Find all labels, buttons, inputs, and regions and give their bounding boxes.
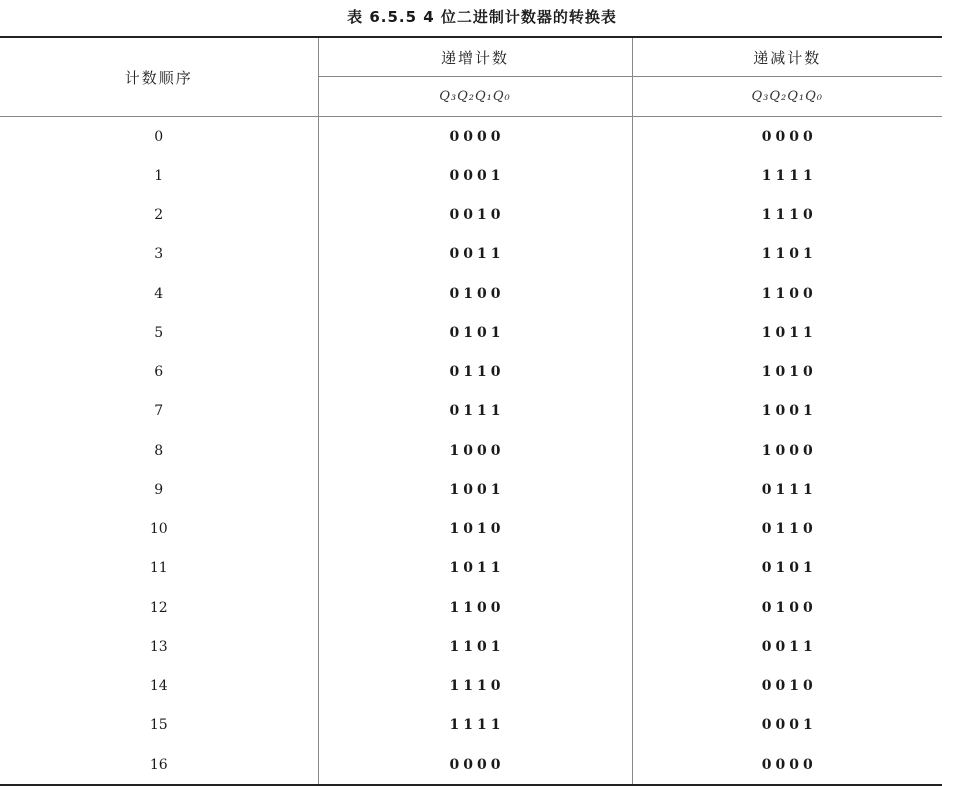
table-row [0,196,942,235]
table-row [0,510,942,549]
down-count-cell: 0110 [632,510,942,549]
down-count-cell: 0011 [632,627,942,666]
table-row [0,627,942,666]
down-count-cell: 0111 [632,470,942,509]
up-count-cell: 0110 [318,353,632,392]
down-count-cell: 0010 [632,667,942,706]
header-sequence: 计数顺序 [0,37,318,117]
table-row [0,313,942,352]
up-count-cell: 0111 [318,392,632,431]
header-up-vars: Q₃Q₂Q₁Q₀ [318,77,632,117]
up-count-cell: 1000 [318,431,632,470]
up-count-cell: 0101 [318,313,632,352]
table-row [0,235,942,274]
sequence-cell: 2 [154,207,164,224]
down-count-cell: 1010 [632,353,942,392]
table-row [0,470,942,509]
sequence-cell: 9 [154,481,164,498]
down-count-cell: 0000 [632,117,942,157]
down-count-cell: 0000 [632,745,942,785]
down-count-cell: 0001 [632,706,942,745]
table-row [0,667,942,706]
down-count-cell: 1011 [632,313,942,352]
up-count-cell: 1001 [318,470,632,509]
table-row [0,549,942,588]
down-count-cell: 1100 [632,274,942,313]
down-count-cell: 1001 [632,392,942,431]
down-count-cell: 1110 [632,196,942,235]
table-body [0,117,942,786]
table-row [0,745,942,785]
up-count-cell: 1010 [318,510,632,549]
sequence-cell: 16 [0,745,318,785]
table-row [0,706,942,745]
down-count-cell: 1111 [632,156,942,195]
sequence-cell: 1 [154,167,164,184]
table-caption: 表 6.5.5 4 位二进制计数器的转换表 [347,8,617,26]
sequence-cell: 5 [154,324,164,341]
table-row [0,117,942,157]
counter-transition-table [0,36,942,786]
up-count-cell: 1011 [318,549,632,588]
table-row [0,431,942,470]
sequence-cell: 7 [154,403,164,420]
up-count-cell: 1110 [318,667,632,706]
header-down-vars: Q₃Q₂Q₁Q₀ [632,77,942,117]
down-count-cell: 0100 [632,588,942,627]
sequence-cell: 4 [154,285,164,302]
sequence-cell: 8 [154,442,164,459]
sequence-cell: 3 [154,246,164,263]
sequence-cell: 15 [149,717,168,734]
table-row [0,274,942,313]
sequence-cell: 11 [149,560,168,577]
up-count-cell: 0000 [318,117,632,157]
header-up-count: 递增计数 [318,37,632,77]
up-count-cell: 0100 [318,274,632,313]
sequence-cell: 10 [149,521,168,538]
sequence-cell: 0 [154,128,164,145]
up-count-cell: 0011 [318,235,632,274]
up-count-cell: 0000 [318,745,632,785]
up-count-cell: 0010 [318,196,632,235]
header-down-count: 递减计数 [632,37,942,77]
down-count-cell: 1000 [632,431,942,470]
sequence-cell: 14 [149,678,168,695]
sequence-cell: 13 [149,638,168,655]
up-count-cell: 1100 [318,588,632,627]
sequence-cell: 6 [154,364,164,381]
down-count-cell: 0101 [632,549,942,588]
sequence-cell: 12 [149,599,168,616]
table-row [0,156,942,195]
up-count-cell: 1111 [318,706,632,745]
table-row [0,392,942,431]
table-row [0,588,942,627]
up-count-cell: 1101 [318,627,632,666]
table-row [0,353,942,392]
up-count-cell: 0001 [318,156,632,195]
down-count-cell: 1101 [632,235,942,274]
